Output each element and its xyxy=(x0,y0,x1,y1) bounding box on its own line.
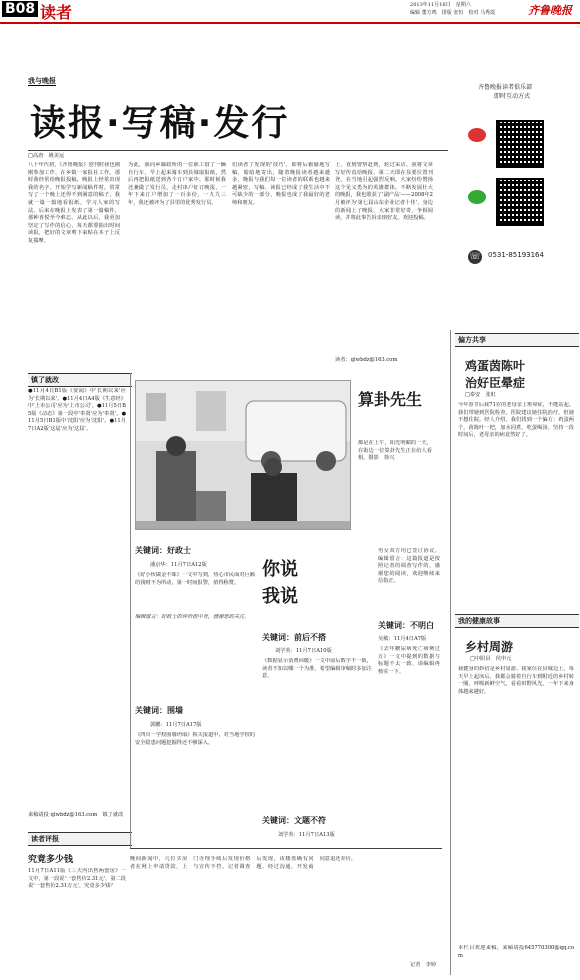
qr-code-1 xyxy=(496,120,544,168)
bottom-sign: 记者 李婷 xyxy=(410,962,437,968)
kw5-text: 《去年糖尿病死亡病例过万》一文中提到的数据与标题不太一致，请编辑再核实一下。 xyxy=(378,646,440,675)
health-title: 乡村周游 xyxy=(465,640,514,654)
bottom-text: 晚间新闻中，几位买房者在网上申请贷款，上门办理手续后发现价格与宣传不符。记者调查后发现，该楼盘确有问题，经过沟通，开发商同意退还差价。 xyxy=(130,856,357,870)
weibo-icon[interactable] xyxy=(468,128,486,142)
qr-title-1: 齐鲁晚报读者俱乐部 xyxy=(478,84,533,91)
kw2-sign: 刘学英：11月7日A10版 xyxy=(275,648,332,654)
health-text: 我健身的妙招是乡村周游。我家住在县城边上，每天早上起床后，我都会骑着自行车到附近的乡村转一圈，呼吸新鲜空气，看看田野风光，一年下来身体越来越好。 xyxy=(458,666,574,695)
kw2-text: 《数据显示消费回暖》一文中前后数字不一致，读者不知以哪一个为准，希望编辑审稿时多加注意。 xyxy=(262,658,372,680)
qr-phone: 0531-85193164 xyxy=(488,251,544,259)
corrections-sign: 来稿请投 qlwbdz@163.com 镇了就改 xyxy=(28,812,124,818)
section-recipe xyxy=(455,333,579,347)
kw4-title: 关键词：文题不符 xyxy=(262,816,326,825)
main-col-2: 为此，我向乡邮政所的一位职工借了一辆自行车，早上起来骑车到县城取报纸，然后再把报纸送到各个订户家中。那时候我还兼做了发行员，走村串户征订晚报，一年下来订户增加了一百多份，一九九三年，我还被评为了县里的优秀发行员。 xyxy=(128,162,226,206)
ni-shuo: 你说 xyxy=(262,559,298,580)
section-name: 读者 xyxy=(40,3,73,22)
kw5-title: 关键词：不明白 xyxy=(378,621,434,630)
qr-panel xyxy=(460,60,578,310)
top-label xyxy=(28,68,56,87)
divider-right xyxy=(450,330,451,975)
kw1-text: 《好小伙做金不昧》一文中写到，热心市民面对巨额的钱财不为所动，第一时间报警，值得称赞。 xyxy=(135,572,255,586)
recipe-title-1: 鸡蛋茵陈叶 xyxy=(465,359,526,373)
qr-title-2: 即时互动方式 xyxy=(494,93,531,100)
recipe-title-2: 治好臣晕症 xyxy=(465,376,526,390)
kw2-title: 关键词：前后不搭 xyxy=(262,633,326,642)
main-col-3: 们读者了发现的'技巧'，即将后偷偷地写稿，暗暗地寄出，随着晚报读者越来越多，晚报与我们每一位读者的联系也越来越紧密，写稿、读报已经成了我生活中不可缺少的一部分，晚报也成了我最好的老师和朋友。 xyxy=(232,162,330,206)
main-col-4: 上，直到警察赶到，轮过采访。我将文章写好传真给晚报，第二天即在显要位置刊登。在当地引起强烈反响。大家纷纷赞扬这个见义勇为的英雄群体。不断发展壮大的晚报，我也收获了'副产品'——2008年2月被评为'第七届山东企业记者十佳'。身边的新闻上了晚报，大家非常好奇，争相阅读，并将此事告诉亲朋好友。欢迎投稿。 xyxy=(335,162,433,222)
review-title: 读者评报 xyxy=(31,835,59,843)
right-body: 男女双方均已签订协议。编辑留言：这篇报道是按照记者的调查写作的，感谢您的阅读，欢迎继续来信指正。 xyxy=(378,548,440,585)
byline: □高唐 姚美运 xyxy=(28,153,65,159)
main-contact: 读者：qlwbdz@163.com xyxy=(335,357,398,363)
corrections-title: 镇了就改 xyxy=(31,376,59,384)
health-byline: □中阳县 侯申元 xyxy=(470,656,512,662)
kw1-sign: 潘京华：11月7日A12版 xyxy=(150,562,207,568)
caption-title xyxy=(358,390,428,410)
review-text: 11月7日A11版《三天内出售两套房》一文中，第一段说'一套售价2.31元'，第二段说'一套售价2.31万元'，究竟多少钱？ xyxy=(28,868,126,890)
recipe-section-title: 偏方共享 xyxy=(458,336,486,344)
kw4-sign: 刘学英：11月7日A13版 xyxy=(278,832,335,838)
headline: 读报·写稿·发行 xyxy=(30,103,290,144)
section-review xyxy=(28,832,132,846)
masthead-date: 2013年11月16日 星期六 xyxy=(410,2,471,8)
bottom-rule xyxy=(130,848,442,849)
phone-icon: ☏ xyxy=(469,252,481,262)
kw3-title: 关键词：围墙 xyxy=(135,706,183,715)
kw3-sign: 郭鹏：11月7日A17版 xyxy=(150,722,202,728)
wo-shuo: 我说 xyxy=(262,586,298,607)
masthead-rule xyxy=(0,22,580,24)
masthead xyxy=(0,0,580,22)
recipe-byline: □泰安 张虹 xyxy=(465,392,496,398)
health-contact: 本栏目欢迎来稿，来稿请投645770300@qq.com xyxy=(458,945,574,959)
kw3-text: 《四川一学校围墙坍塌》相关报道中，对当地学校的安全隐患问题挖掘得还不够深入。 xyxy=(135,732,255,746)
photo-scene xyxy=(136,381,350,529)
headline-rule xyxy=(28,150,448,151)
health-section-title: 我的健康故事 xyxy=(458,617,500,625)
masthead-editors: 编辑 董方鸣 排版 张恒 校对 马秀霞 xyxy=(410,10,496,16)
divider-left xyxy=(130,373,131,848)
main-col-1: 八十年代初，《齐鲁晚报》创刊时我也刚刚参加工作，在乡镇一家报社工作。那时我经常给晚报投稿，晚报上经常出现我的名字。开始学写新闻稿件时，常常写了一个晚上还得不到满意的稿子，我就一篇一篇地看报纸，学习人家的写法。后来在晚报上发表了第一篇稿件，那种喜悦至今难忘。从此以后，我更加坚定了写作的信心，每天都要抽出时间读报，把好的文章剪下来贴在本子上反复揣摩。 xyxy=(28,162,120,244)
top-label-text: 我与晚报 xyxy=(28,77,56,85)
wechat-icon[interactable] xyxy=(468,190,486,204)
section-corrections xyxy=(28,373,132,387)
caption-text: 都是在上午，阳光明媚的一天，在街边一位算卦先生正在给人看相。摄影 徐兴 xyxy=(358,440,432,462)
kw1-title: 关键词：好政士 xyxy=(135,546,191,555)
paper-logo: 齐鲁晚报 xyxy=(528,4,572,17)
photo xyxy=(135,380,351,530)
kw5-sign: 吴敏：11月4日A7版 xyxy=(378,636,427,642)
corrections-text: ●11月4日B1版《要闻》中'长期以来'应为'长期以来'。●11月4日A4版《生意经》中'上市公司'应为'上市公司'。●11月5日B5版《动态》第一段中'奉贤'应为'奉贤'。●11月5日B1版中'沈阳'应为'沈阳'。●11月7日A2版'这届'应为'这届'。 xyxy=(28,388,126,432)
page-code: B08 xyxy=(2,1,38,17)
caption-title-text: 算卦先生 xyxy=(358,390,423,409)
section-health xyxy=(455,614,579,628)
review-headline: 究竟多少钱 xyxy=(28,855,74,865)
qr-code-2 xyxy=(496,178,544,226)
recipe-text: 今年春节后我71岁的老母亲上班晕症，不能站起。我们带她到医院检查，医院建议她住院治疗，但她不想住院。经人介绍，我们找到一个偏方：鸡蛋两个，茵陈叶一把，加水同煮，吃蛋喝汤。坚持一段时间后，老母亲的病竟然好了。 xyxy=(458,402,574,439)
kw1-reply: 编辑留言：好政士的评价很中肯，感谢您的关注。 xyxy=(135,614,250,620)
